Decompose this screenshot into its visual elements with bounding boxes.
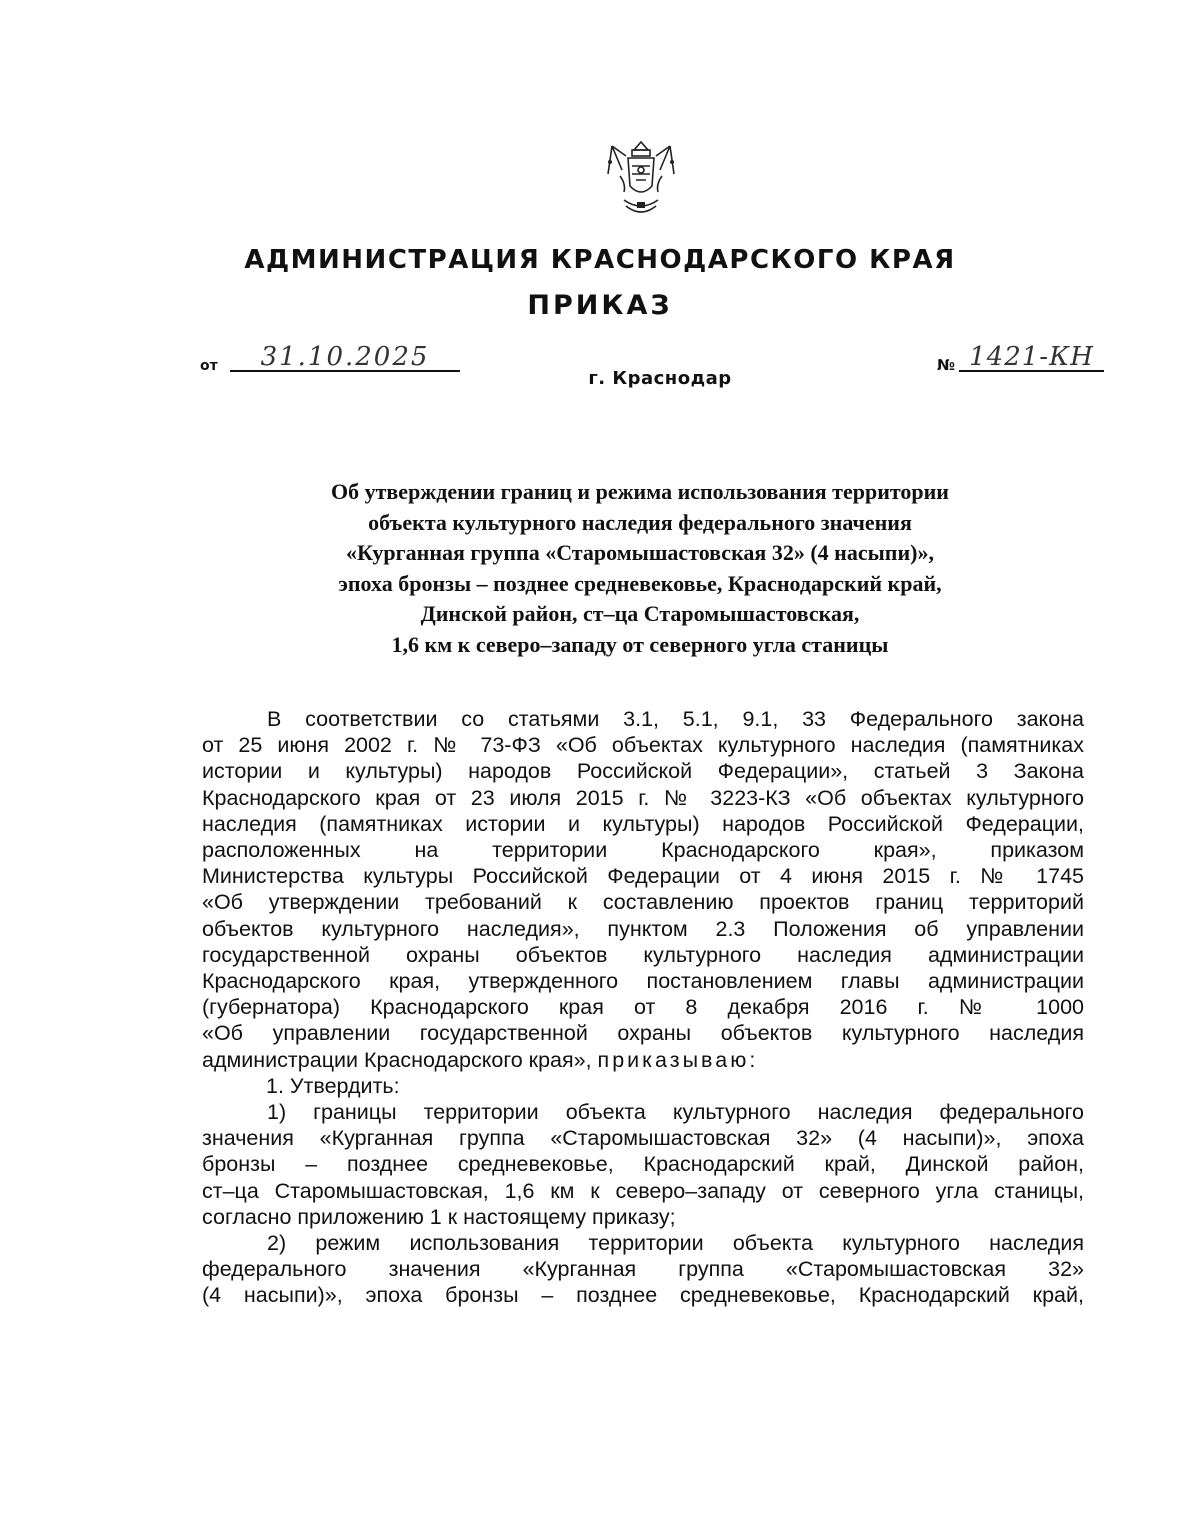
body-line: объектов культурного наследия», пунктом 2.3 Положения об управлении xyxy=(202,916,1084,941)
document-subject xyxy=(200,477,1080,660)
body-line: 2) режим использования территории объекта культурного наследия xyxy=(267,1231,1084,1256)
body-line: расположенных на территории Краснодарского края», приказом xyxy=(202,838,1084,863)
body-line: ст–ца Старомышастовская, 1,6 км к северо–западу от северного угла станицы, xyxy=(202,1178,1084,1203)
body-line: «Об утверждении требований к составлению проектов границ территорий xyxy=(202,890,1084,915)
body-line: наследия (памятниках истории и культуры) народов Российской Федерации, xyxy=(202,811,1084,836)
body-line: согласно приложению 1 к настоящему приказу; xyxy=(202,1204,676,1229)
number-value: 1421-КН xyxy=(959,342,1104,372)
document-body xyxy=(202,706,1084,1309)
body-line: (4 насыпи)», эпоха бронзы – позднее средневековье, Краснодарский край, xyxy=(202,1283,1084,1308)
body-line: государственной охраны объектов культурного наследия администрации xyxy=(202,942,1084,967)
body-line xyxy=(202,1047,1084,1073)
body-line: Министерства культуры Российской Федерации от 4 июня 2015 г. № 1745 xyxy=(202,864,1084,889)
body-line: истории и культуры) народов Российской Федерации», статьей 3 Закона xyxy=(202,759,1084,784)
organization-title: АДМИНИСТРАЦИЯ КРАСНОДАРСКОГО КРАЯ xyxy=(244,245,956,275)
body-line: федерального значения «Курганная группа «Старомышастовская 32» xyxy=(202,1257,1084,1282)
city-line: г. Краснодар xyxy=(588,368,732,389)
subject-line: Об утверждении границ и режима использования территории xyxy=(331,479,949,504)
body-line: Краснодарского края от 23 июля 2015 г. № 3223-КЗ «Об объектах культурного xyxy=(202,785,1084,810)
body-line: бронзы – позднее средневековье, Краснодарский край, Динской район, xyxy=(202,1152,1084,1177)
body-line: Краснодарского края, утвержденного постановлением главы администрации xyxy=(202,969,1084,994)
body-line: от 25 июня 2002 г. № 73-ФЗ «Об объектах культурного наследия (памятниках xyxy=(202,733,1084,758)
item-heading: 1. Утвердить: xyxy=(266,1073,400,1098)
body-line: значения «Курганная группа «Старомышастовская 32» (4 насыпи)», эпоха xyxy=(202,1126,1084,1151)
date-value: 31.10.2025 xyxy=(230,342,460,372)
body-text: администрации Краснодарского края», xyxy=(202,1047,592,1072)
date-prefix: от xyxy=(200,358,218,374)
subject-line: Динской район, ст–ца Старомышастовская, xyxy=(420,601,860,626)
subject-line: «Курганная группа «Старомышастовская 32» (4 насыпи)», xyxy=(346,540,934,565)
coat-of-arms-emblem xyxy=(606,140,676,220)
body-line: 1) границы территории объекта культурного наследия федерального xyxy=(267,1100,1084,1125)
number-prefix: № xyxy=(937,356,956,374)
subject-line: эпоха бронзы – позднее средневековье, Краснодарский край, xyxy=(338,570,942,596)
document-type: ПРИКАЗ xyxy=(527,290,673,321)
body-line: (губернатора) Краснодарского края от 8 декабря 2016 г. № 1000 xyxy=(202,995,1084,1020)
order-verb: приказываю: xyxy=(597,1047,759,1072)
subject-line: объекта культурного наследия федерального значения xyxy=(368,509,912,535)
body-line: В соответствии со статьями 3.1, 5.1, 9.1, 33 Федерального закона xyxy=(267,707,1084,731)
subject-line: 1,6 км к северо–западу от северного угла станицы xyxy=(391,631,889,657)
body-line: «Об управлении государственной охраны объектов культурного наследия xyxy=(202,1021,1084,1046)
